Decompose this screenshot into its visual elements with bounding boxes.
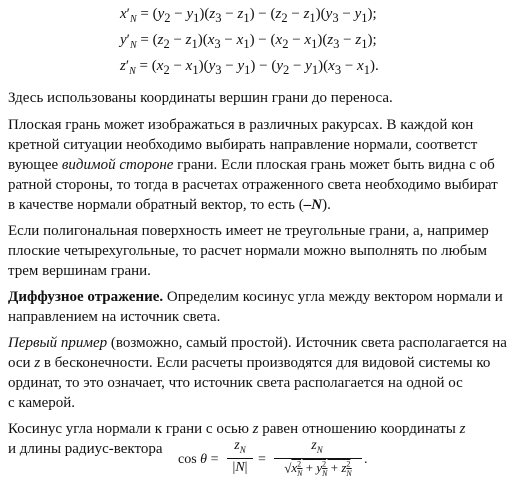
- formula-den1: |N|: [232, 460, 248, 475]
- equation-y-rhs: = $(z_2 - z_1)(x_3 - x_1) - (x_2 - x_1)(z_3 - z_1)$;: [140, 32, 377, 51]
- text-line: ординат, то это означает, что источник света располагается на одной ос: [8, 375, 463, 391]
- text-line: ратной стороны, то тогда в расчетах отраженного света необходимо выбират: [8, 177, 498, 193]
- formula-bar2: [274, 458, 362, 459]
- formula-bar1: [227, 458, 253, 459]
- text-line: Первый пример (возможно, самый простой). Источник света располагается на: [8, 335, 507, 351]
- formula-den2: $√x^2_N + y^2_N + z^2_N$: [284, 460, 352, 478]
- text-line: в качестве нормали обратный вектор, то есть (–N).: [8, 197, 331, 213]
- text-line: Плоская грань может изображаться в различных ракурсах. В каждой кон: [8, 117, 474, 133]
- text-line: вующее видимой стороне грани. Если плоская грань может быть видна с об: [8, 157, 495, 173]
- equation-y: $y'_N = (z_2 - z_1)(x_3 - x_1) - (x_2 - x_1)(z_3 - z_1)$;: [120, 32, 377, 51]
- equation-x: $x'_N = (y_2 - y_1)(z_3 - z_1) - (z_2 - z_1)(y_3 - y_1)$;: [120, 6, 377, 25]
- text-line: оси z в бесконечности. Если расчеты производятся для видовой системы ко: [8, 355, 491, 371]
- formula-lhs: cos θ =: [178, 452, 219, 467]
- text-line: кретной ситуации необходимо выбирать направление нормали, соответст: [8, 137, 478, 153]
- formula-eq: =: [258, 452, 266, 467]
- text-line: трем вершинам грани.: [8, 263, 151, 279]
- formula-end: .: [364, 452, 368, 467]
- equation-z: $z'_N = (x_2 - x_1)(y_3 - y_1) - (y_2 - y_1)(x_3 - x_1)$.: [120, 58, 379, 77]
- text-line: Здесь использованы координаты вершин грани до переноса.: [8, 90, 393, 106]
- text-line: с камерой.: [8, 395, 76, 411]
- text-line: плоские четырехугольные, то расчет нормали можно выполнять по любым: [8, 243, 488, 259]
- formula-num1: $z_N$: [234, 438, 246, 455]
- text-line: направлением на источник света.: [8, 309, 221, 325]
- text-line: Диффузное отражение. Определим косинус угла между вектором нормали и: [8, 289, 503, 305]
- text-line: Если полигональная поверхность имеет не треугольные грани, а, например: [8, 223, 489, 239]
- equation-z-rhs: = $(x_2 - x_1)(y_3 - y_1) - (y_2 - y_1)(x_3 - x_1)$.: [139, 58, 379, 77]
- equation-x-rhs: = $(y_2 - y_1)(z_3 - z_1) - (z_2 - z_1)(y_3 - y_1)$;: [140, 6, 377, 25]
- text-line: Косинус угла нормали к грани с осью z равен отношению координаты z: [8, 421, 466, 437]
- formula-num2: $z_N$: [311, 438, 323, 455]
- text-line: и длины радиус-вектора: [8, 441, 163, 457]
